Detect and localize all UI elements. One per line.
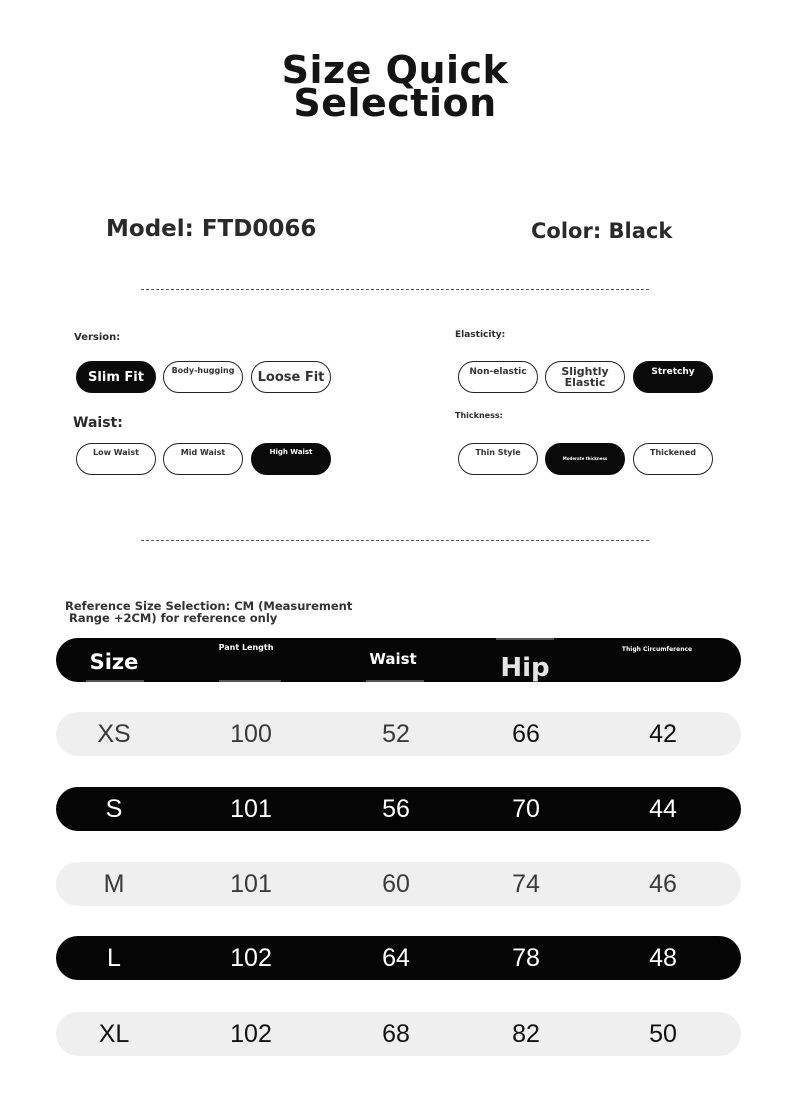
title-line-1: Size Quick bbox=[281, 48, 509, 92]
cell-waist: 52 bbox=[382, 720, 410, 748]
cell-hip: 78 bbox=[512, 944, 540, 972]
elasticity-option-stretchy[interactable]: Stretchy bbox=[633, 361, 713, 393]
cell-waist: 56 bbox=[382, 795, 410, 823]
cell-size: M bbox=[103, 870, 125, 898]
version-option-slim-fit[interactable]: Slim Fit bbox=[76, 361, 156, 393]
cell-hip: 82 bbox=[512, 1020, 540, 1048]
cell-size: L bbox=[107, 944, 121, 972]
cell-hip: 70 bbox=[512, 795, 540, 823]
thickness-option-moderate[interactable]: Moderate thickness bbox=[545, 443, 625, 475]
cell-pant-length: 102 bbox=[230, 944, 272, 972]
version-option-body-hugging[interactable]: Body-hugging bbox=[163, 361, 243, 393]
divider-top bbox=[141, 289, 649, 290]
cell-thigh: 44 bbox=[649, 795, 677, 823]
thickness-label: Thickness: bbox=[455, 411, 503, 420]
cell-waist: 60 bbox=[382, 870, 410, 898]
table-header-row bbox=[56, 638, 741, 682]
table-row-s bbox=[56, 787, 741, 831]
waist-label: Waist: bbox=[73, 415, 123, 431]
cell-thigh: 48 bbox=[649, 944, 677, 972]
cell-size: S bbox=[105, 795, 123, 823]
header-size: Size bbox=[89, 650, 139, 674]
page-title bbox=[0, 48, 790, 125]
waist-option-mid-waist[interactable]: Mid Waist bbox=[163, 443, 243, 475]
model-number: Model: FTD0066 bbox=[106, 216, 317, 242]
reference-note bbox=[65, 600, 352, 624]
thickness-option-thickened[interactable]: Thickened bbox=[633, 443, 713, 475]
header-pant-length: Pant Length bbox=[218, 643, 274, 652]
waist-option-low-waist[interactable]: Low Waist bbox=[76, 443, 156, 475]
cell-pant-length: 100 bbox=[230, 720, 272, 748]
header-pant-length-underline bbox=[219, 680, 281, 682]
thickness-option-thin-style[interactable]: Thin Style bbox=[458, 443, 538, 475]
header-thigh-circumference: Thigh Circumference bbox=[621, 646, 693, 653]
table-row-l bbox=[56, 936, 741, 980]
title-line-2: Selection bbox=[293, 81, 497, 125]
cell-thigh: 50 bbox=[649, 1020, 677, 1048]
elasticity-label: Elasticity: bbox=[455, 330, 506, 340]
color-label: Color: Black bbox=[531, 219, 673, 243]
version-option-loose-fit[interactable]: Loose Fit bbox=[251, 361, 331, 393]
cell-thigh: 42 bbox=[649, 720, 677, 748]
cell-hip: 74 bbox=[512, 870, 540, 898]
header-waist-underline bbox=[366, 680, 424, 682]
reference-note-line-1: Reference Size Selection: CM (Measurement bbox=[65, 599, 353, 613]
version-label: Version: bbox=[74, 332, 121, 343]
table-row-xl bbox=[56, 1012, 741, 1056]
cell-thigh: 46 bbox=[649, 870, 677, 898]
divider-bottom bbox=[141, 540, 649, 541]
table-row-m bbox=[56, 862, 741, 906]
cell-pant-length: 102 bbox=[230, 1020, 272, 1048]
reference-note-line-2: Range +2CM) for reference only bbox=[69, 611, 278, 625]
cell-size: XS bbox=[97, 720, 131, 748]
cell-hip: 66 bbox=[512, 720, 540, 748]
cell-pant-length: 101 bbox=[230, 870, 272, 898]
cell-waist: 68 bbox=[382, 1020, 410, 1048]
cell-size: XL bbox=[98, 1020, 130, 1048]
cell-waist: 64 bbox=[382, 944, 410, 972]
header-size-underline bbox=[86, 680, 144, 682]
elasticity-option-non-elastic[interactable]: Non-elastic bbox=[458, 361, 538, 393]
cell-pant-length: 101 bbox=[230, 795, 272, 823]
header-hip: Hip bbox=[500, 653, 550, 683]
table-row-xs bbox=[56, 712, 741, 756]
elasticity-option-slightly-elastic[interactable]: Slightly Elastic bbox=[545, 361, 625, 393]
header-hip-overline bbox=[496, 638, 554, 640]
header-waist: Waist bbox=[369, 650, 417, 668]
waist-option-high-waist[interactable]: High Waist bbox=[251, 443, 331, 475]
